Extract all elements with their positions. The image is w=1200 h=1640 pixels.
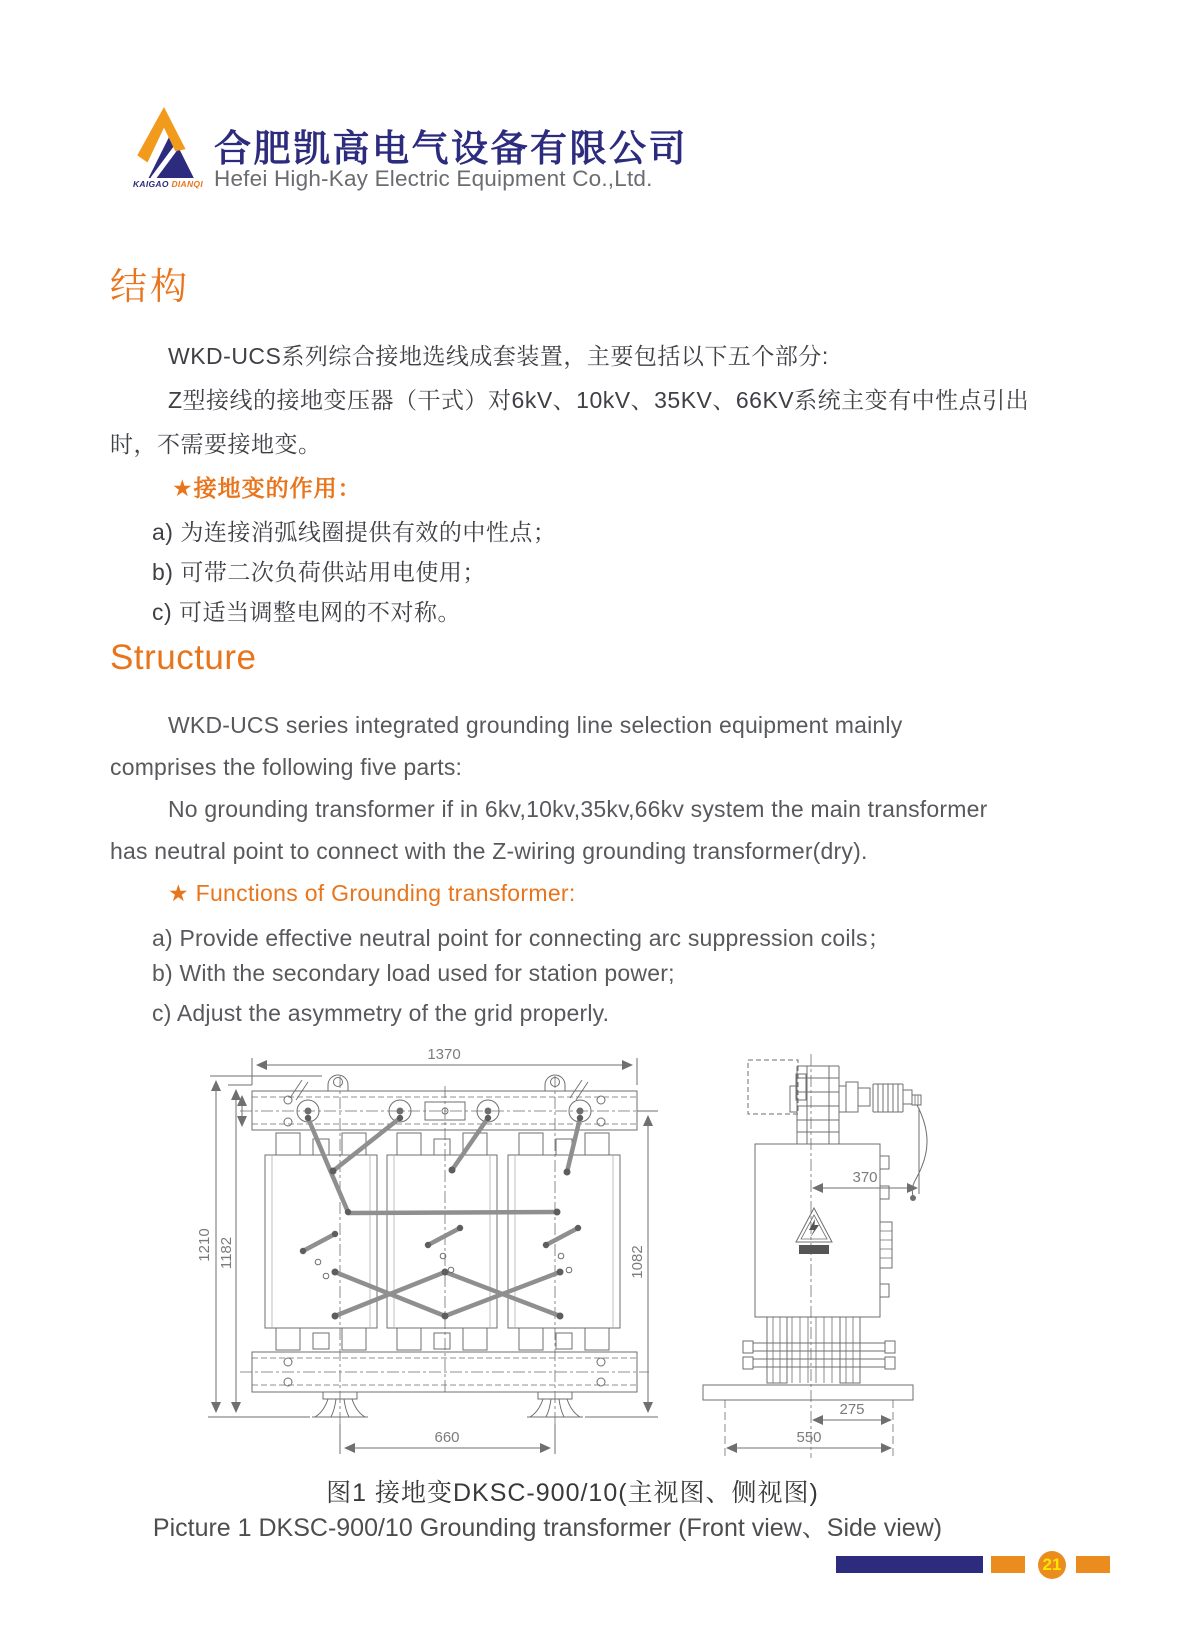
footer-navy-bar: [836, 1556, 983, 1573]
technical-drawing: [190, 1040, 1080, 1470]
company-name-cn: 合肥凯高电气设备有限公司: [214, 128, 688, 169]
section-heading-en: Structure: [110, 638, 257, 677]
dim-front-body-height: 1182: [218, 1236, 235, 1270]
section-heading-cn: 结构: [110, 266, 190, 307]
dim-side-base-half: 275: [839, 1401, 865, 1418]
list-item-en-b: b) With the secondary load used for station power;: [152, 960, 675, 986]
paragraph-cn-line2: Z型接线的接地变压器（干式）对6kV、10kV、35KV、66KV系统主变有中性点引出: [168, 387, 1030, 413]
list-item-cn-c: c) 可适当调整电网的不对称。: [152, 599, 462, 625]
bullet-heading-cn: ★接地变的作用：: [172, 475, 362, 501]
dim-front-overall-height: 1210: [196, 1228, 213, 1262]
figure-caption-cn: 图1 接地变DKSC-900/10(主视图、侧视图): [326, 1479, 819, 1507]
list-item-en-a: a) Provide effective neutral point for connecting arc suppression coils；: [152, 925, 891, 951]
list-item-cn-b: b) 可带二次负荷供站用电使用；: [152, 559, 486, 585]
paragraph-cn-line3: 时，不需要接地变。: [110, 431, 322, 457]
paragraph-en-line1: WKD-UCS series integrated grounding line selection equipment mainly: [168, 712, 903, 738]
figure-caption-en: Picture 1 DKSC-900/10 Grounding transformer (Front view、Side view): [152, 1514, 943, 1542]
paragraph-en-line3: No grounding transformer if in 6kv,10kv,35kv,66kv system the main transformer: [168, 796, 988, 822]
footer-orange-block-1: [991, 1556, 1025, 1573]
paragraph-en-line2: comprises the following five parts:: [110, 754, 463, 780]
logo-wordmark: [126, 179, 210, 189]
footer-orange-block-2: [1076, 1556, 1110, 1573]
dim-front-base-span: 660: [434, 1429, 460, 1446]
paragraph-cn-line1: WKD-UCS系列综合接地选线成套装置，主要包括以下五个部分:: [168, 343, 829, 369]
company-logo-icon: [133, 106, 197, 180]
dim-side-base-width: 550: [796, 1429, 822, 1446]
list-item-cn-a: a) 为连接消弧线圈提供有效的中性点；: [152, 519, 557, 545]
logo-wordmark-dianqi: DIANQI: [171, 179, 204, 189]
page-number-badge: 21: [1038, 1551, 1066, 1579]
list-item-en-c: c) Adjust the asymmetry of the grid properly.: [152, 1000, 610, 1026]
company-name-en: Hefei High-Kay Electric Equipment Co.,Ltd.: [214, 166, 653, 191]
bullet-heading-en: ★ Functions of Grounding transformer:: [168, 880, 576, 906]
dim-front-right-height: 1082: [629, 1245, 646, 1279]
paragraph-en-line4: has neutral point to connect with the Z-wiring grounding transformer(dry).: [110, 838, 868, 864]
dim-front-overall-width: 1370: [427, 1046, 461, 1063]
logo-wordmark-kaigao: KAIGAO: [132, 179, 169, 189]
dim-side-depth: 370: [852, 1169, 878, 1186]
